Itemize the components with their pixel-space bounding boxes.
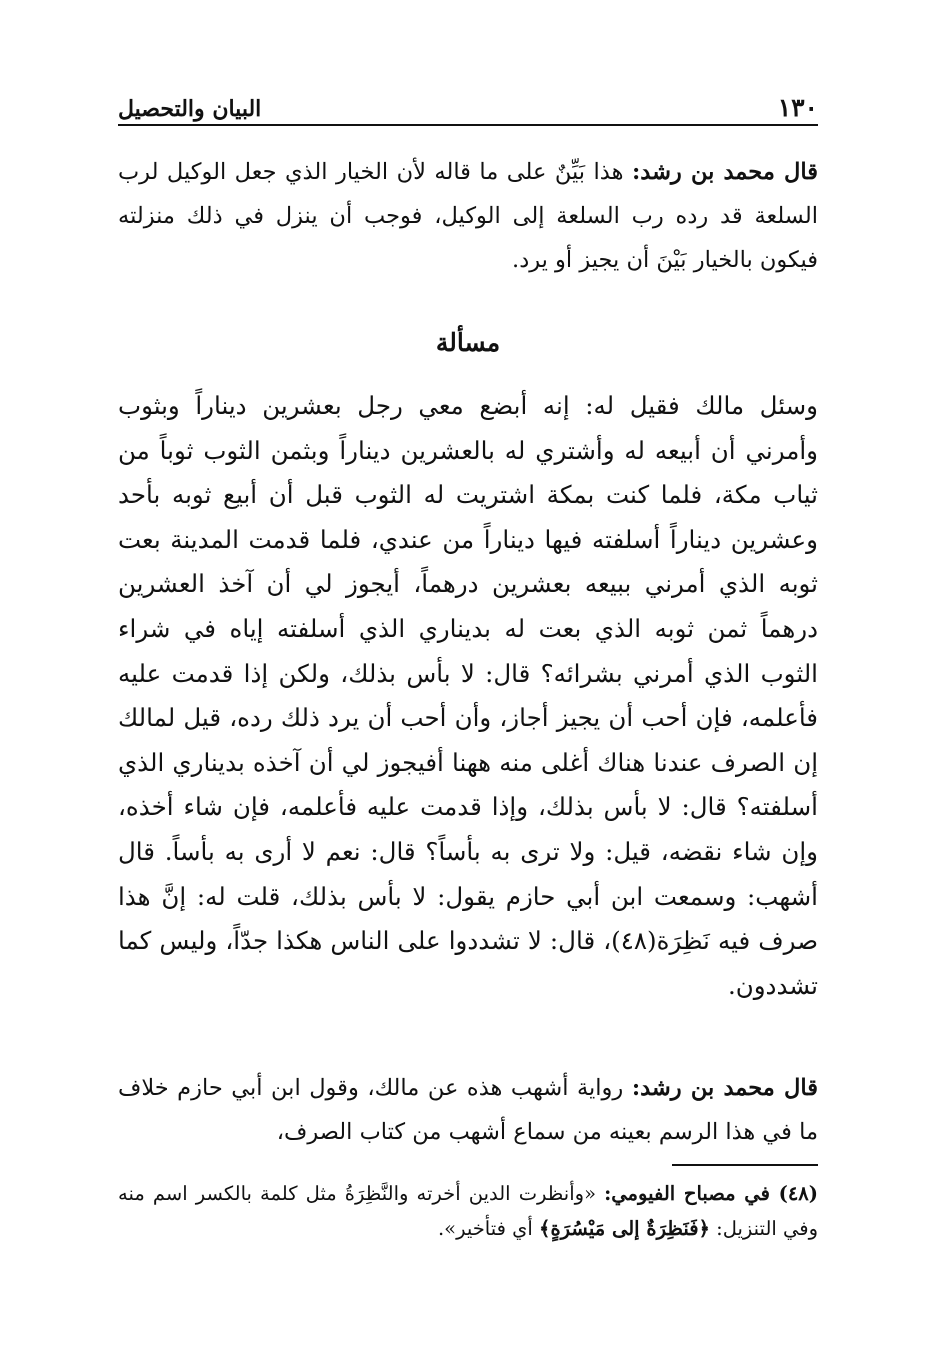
paragraph-body: رواية أشهب هذه عن مالك، وقول ابن أبي حازم خلاف ما في هذا الرسم بعينه من سماع أشهب من كتاب الصرف، [118, 1075, 818, 1145]
footnote-separator [672, 1164, 818, 1166]
paragraph-body: وسئل مالك فقيل له: إنه أبضع معي رجل بعشرين ديناراً وبثوب وأمرني أن أبيعه له وأشتري له بالعشرين ديناراً وبثمن الثوب ثوباً من ثياب مكة، فلما كنت بمكة اشتريت له الثوب قبل أن أبيع ثوبه بأحد وعشرين ديناراً أسلفته فيها ديناراً من عندي، فلما قدمت المدينة بعت ثوبه الذي أمرني ببيعه بعشرين درهماً، أيجوز لي أن آخذ العشرين درهماً ثمن ثوبه الذي بعت له بديناري الذي أسلفته إياه في شراء الثوب الذي أمرني بشرائه؟ قال: لا بأس بذلك، ولكن إذا قدمت عليه فأعلمه، فإن أحب أن يجيز أجاز، وأن أحب أن يرد ذلك رده، قيل لمالك إن الصرف عندنا هناك أغلى منه ههنا أفيجوز لي أن آخذه بديناري الذي أسلفته؟ قال: لا بأس بذلك، وإذا قدمت عليه فأعلمه، فإن شاء أخذه، وإن شاء نقضه، قيل: ولا ترى به بأساً؟ قال: نعم لا أرى به بأساً. قال أشهب: وسمعت ابن أبي حازم يقول: لا بأس بذلك، قلت له: إنَّ هذا صرف فيه نَظِرَة(٤٨)، قال: لا تشددوا على الناس هكذا جدّاً، وليس كما تشددون. [118, 391, 818, 1000]
footnote-label: (٤٨) في مصباح الفيومي: [604, 1182, 818, 1205]
footnote-quote: ﴿فَنَظِرَةٌ إلى مَيْسُرَةٍ﴾ [539, 1217, 710, 1240]
running-title: البيان والتحصيل [118, 96, 262, 122]
paragraph-body: هذا بَيِّنٌ على ما قاله لأن الخيار الذي جعل الوكيل لرب السلعة قد رده رب السلعة إلى الوكيل، فوجب أن ينزل في ذلك منزلته فيكون بالخيار بَيْنَ أن يجيز أو يرد. [118, 159, 818, 273]
paragraph-commentary-1 [118, 150, 818, 282]
page-number: ١٣٠ [777, 93, 818, 122]
footnote [118, 1176, 818, 1246]
paragraph-lead: قال محمد بن رشد: [631, 159, 818, 185]
section-title: مسألة [435, 328, 501, 357]
footnote-text-end: أي فتأخير». [437, 1217, 540, 1240]
paragraph-question [118, 384, 818, 1008]
paragraph-lead: قال محمد بن رشد: [631, 1075, 818, 1101]
page-header [118, 86, 818, 126]
paragraph-commentary-2 [118, 1066, 818, 1154]
footnote-text: «وأنظرت الدين أخرته والنَّظِرَةُ مثل كلمة بالكسر اسم منه وفي التنزيل: [118, 1182, 818, 1240]
